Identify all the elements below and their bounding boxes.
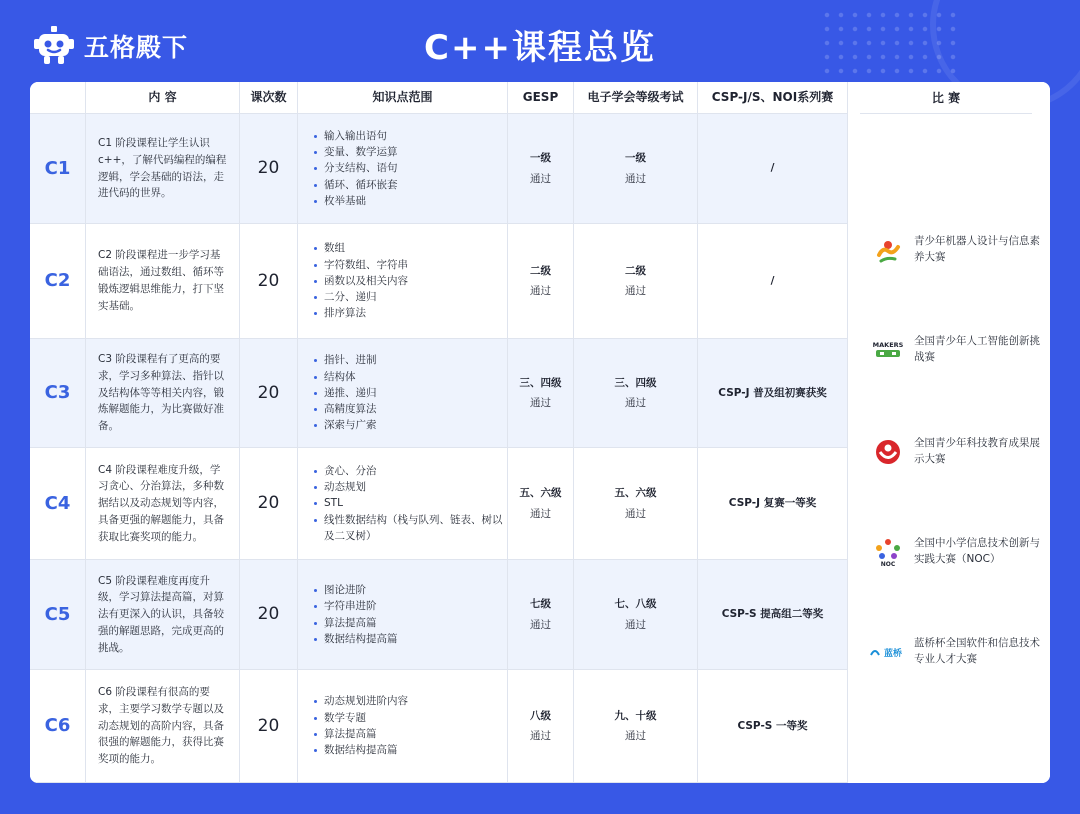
topic-item: 数学专题 [314, 710, 408, 726]
stage-description: C3 阶段课程有了更高的要求，学习多种算法、指针以及结构体等等相关内容，锻炼解题能力，为比赛做好准备。 [86, 339, 240, 448]
stage-label: C6 [30, 670, 86, 783]
stage-label: C3 [30, 339, 86, 448]
competition-item [870, 632, 1040, 672]
cie-level [574, 224, 698, 339]
topic-item: 结构体 [314, 369, 377, 385]
stage-label: C2 [30, 224, 86, 339]
level-text: 一级 [530, 152, 551, 165]
stage-description: C6 阶段课程有很高的要求，主要学习数学专题以及动态规划的高阶内容，具备很强的解题能力，获得比赛奖项的能力。 [86, 670, 240, 783]
topic-item: 动态规划 [314, 479, 507, 495]
cie-level [574, 670, 698, 783]
topic-item: 循环、循环嵌套 [314, 177, 398, 193]
gesp-level [508, 114, 574, 224]
pass-text: 通过 [530, 397, 551, 409]
topic-list [298, 339, 508, 448]
topic-item: 图论进阶 [314, 582, 398, 598]
page-title: C++课程总览 [424, 28, 656, 68]
pass-text: 通过 [625, 172, 646, 185]
competition-item [870, 532, 1040, 572]
level-text: 八级 [530, 709, 551, 722]
svg-text:NOC: NOC [880, 561, 896, 567]
competition-name: 全国中小学信息技术创新与实践大赛（NOC） [914, 537, 1040, 565]
header-stage [30, 82, 86, 114]
csp-award: CSP-J 普及组初赛获奖 [698, 339, 848, 448]
topic-item: 数据结构提高篇 [314, 631, 398, 647]
competition-item [870, 432, 1040, 472]
pass-text: 通过 [625, 397, 646, 409]
csp-award: / [698, 224, 848, 339]
topic-item: 动态规划进阶内容 [314, 693, 408, 709]
stage-label: C4 [30, 448, 86, 560]
csp-award: / [698, 114, 848, 224]
topic-item: 函数以及相关内容 [314, 273, 408, 289]
session-count: 20 [240, 114, 298, 224]
topic-item: 算法提高篇 [314, 615, 398, 631]
lanqiao-logo-icon [870, 636, 906, 668]
csp-award: CSP-J 复赛一等奖 [698, 448, 848, 560]
course-table [30, 82, 848, 783]
session-count: 20 [240, 448, 298, 560]
topic-item: 字符串进阶 [314, 598, 398, 614]
stage-label: C1 [30, 114, 86, 224]
topic-item: 递推、递归 [314, 385, 377, 401]
gesp-level [508, 560, 574, 670]
topic-item: 字符数组、字符串 [314, 257, 408, 273]
topic-item: 输入输出语句 [314, 128, 398, 144]
robot-contest-logo-icon [870, 234, 906, 266]
header-sessions: 课次数 [240, 82, 298, 114]
header-csp: CSP-J/S、NOI系列赛 [698, 82, 848, 114]
header-cie: 电子学会等级考试 [574, 82, 698, 114]
level-text: 三、四级 [519, 376, 562, 389]
csp-award: CSP-S 一等奖 [698, 670, 848, 783]
competition-column [848, 82, 1050, 783]
session-count: 20 [240, 670, 298, 783]
svg-text:MAKERS: MAKERS [872, 341, 904, 349]
level-text: 二级 [625, 264, 646, 277]
competition-name: 全国青少年科技教育成果展示大赛 [914, 437, 1040, 465]
topic-item: 线性数据结构（栈与队列、链表、树以及二叉树） [314, 512, 507, 545]
pass-text: 通过 [625, 507, 646, 520]
brand-name: 五格殿下 [84, 33, 189, 62]
pass-text: 通过 [530, 618, 551, 631]
cie-level [574, 560, 698, 670]
pass-text: 通过 [530, 172, 551, 185]
topic-list [298, 114, 508, 224]
csp-award: CSP-S 提高组二等奖 [698, 560, 848, 670]
svg-text:蓝桥: 蓝桥 [883, 649, 903, 659]
header-content: 内 容 [86, 82, 240, 114]
stage-description: C2 阶段课程进一步学习基础语法，通过数组、循环等锻炼逻辑思维能力，打下坚实基础。 [86, 224, 240, 339]
topic-item: 指针、进制 [314, 352, 377, 368]
pass-text: 通过 [530, 507, 551, 520]
gesp-level [508, 448, 574, 560]
level-text: 九、十级 [614, 709, 657, 722]
session-count: 20 [240, 339, 298, 448]
level-text: 七、八级 [614, 598, 657, 611]
header-competition: 比 赛 [860, 82, 1032, 114]
header-gesp: GESP [508, 82, 574, 114]
tech-edu-logo-icon [870, 436, 906, 468]
topic-list [298, 560, 508, 670]
stage-description: C1 阶段课程让学生认识c++，了解代码编程的编程逻辑，学会基础的语法，走进代码的世界。 [86, 114, 240, 224]
cie-level [574, 448, 698, 560]
topic-item: 二分、递归 [314, 289, 408, 305]
topic-item: 分支结构、语句 [314, 160, 398, 176]
pass-text: 通过 [625, 730, 646, 742]
noc-logo-icon [870, 536, 906, 568]
level-text: 七级 [530, 598, 551, 611]
topic-item: 深索与广索 [314, 417, 377, 433]
stage-label: C5 [30, 560, 86, 670]
competition-name: 全国青少年人工智能创新挑战赛 [914, 335, 1040, 363]
topic-item: 枚举基础 [314, 193, 398, 209]
topic-item: 算法提高篇 [314, 726, 408, 742]
session-count: 20 [240, 560, 298, 670]
stage-description: C4 阶段课程难度升级，学习贪心、分治算法，多种数据结以及动态规划等内容，具备更强的解题能力，具备获取比赛奖项的能力。 [86, 448, 240, 560]
competition-name: 蓝桥杯全国软件和信息技术专业人才大赛 [914, 637, 1040, 665]
level-text: 一级 [625, 152, 646, 165]
topic-item: STL [314, 495, 507, 511]
competition-name: 青少年机器人设计与信息素养大赛 [914, 235, 1040, 263]
topic-item: 变量、数学运算 [314, 144, 398, 160]
level-text: 三、四级 [614, 376, 657, 389]
gesp-level [508, 339, 574, 448]
pass-text: 通过 [530, 730, 551, 742]
level-text: 二级 [530, 264, 551, 277]
header-knowledge: 知识点范围 [298, 82, 508, 114]
topic-item: 数组 [314, 240, 408, 256]
level-text: 五、六级 [614, 487, 657, 500]
topic-list [298, 670, 508, 783]
topic-list [298, 224, 508, 339]
makers-logo-icon [870, 334, 906, 366]
cie-level [574, 339, 698, 448]
topic-item: 数据结构提高篇 [314, 742, 408, 758]
topic-item: 排序算法 [314, 305, 408, 321]
gesp-level [508, 224, 574, 339]
session-count: 20 [240, 224, 298, 339]
course-table-card [30, 82, 1050, 783]
topic-item: 贪心、分治 [314, 463, 507, 479]
competition-item [870, 330, 1040, 370]
pass-text: 通过 [625, 618, 646, 631]
gesp-level [508, 670, 574, 783]
level-text: 五、六级 [519, 487, 562, 500]
topic-item: 高精度算法 [314, 401, 377, 417]
topic-list [298, 448, 508, 560]
cie-level [574, 114, 698, 224]
pass-text: 通过 [530, 285, 551, 297]
pass-text: 通过 [625, 285, 646, 297]
competition-item [870, 230, 1040, 270]
stage-description: C5 阶段课程难度再度升级，学习算法提高篇，对算法有更深入的认识，具备较强的解题思路，完成更高的挑战。 [86, 560, 240, 670]
